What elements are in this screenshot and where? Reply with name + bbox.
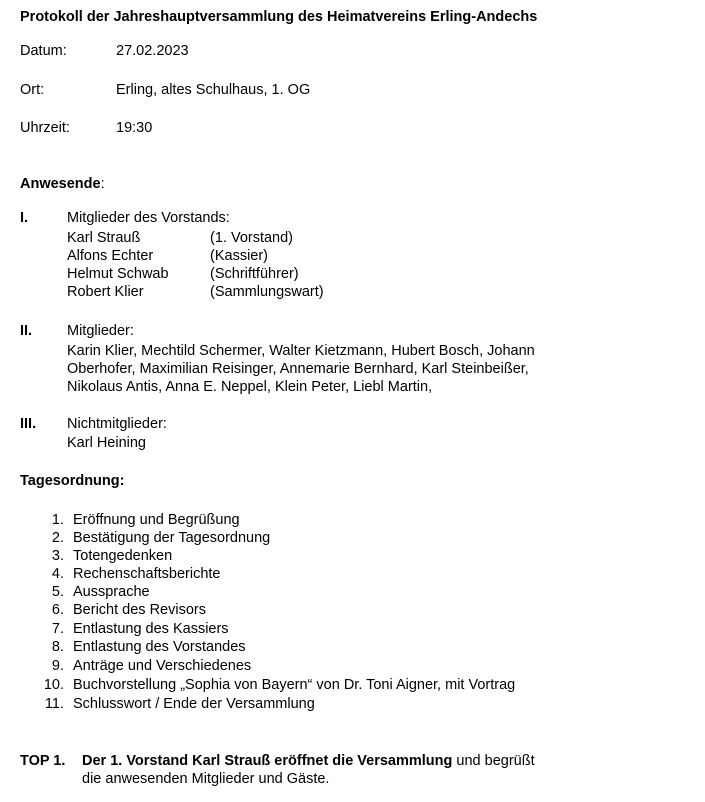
agenda-item-text: Rechenschaftsberichte [73,566,221,582]
board-member-name: Karl Strauß [67,230,141,246]
members-section-title: Mitglieder: [67,323,134,339]
agenda-item-number: 3. [51,548,64,564]
agenda-item-number: 1. [51,512,64,528]
time-label: Uhrzeit: [20,120,70,136]
top1-label: TOP 1. [20,753,66,769]
members-line: Oberhofer, Maximilian Reisinger, Annemarie Bernhard, Karl Steinbeißer, [67,361,529,377]
agenda-item-text: Anträge und Verschiedenes [73,658,252,674]
agenda-item-number: 5. [51,584,64,600]
agenda-item-text: Aussprache [73,584,150,600]
agenda-item-number: 8. [51,639,64,655]
agenda-item-text: Entlastung des Kassiers [73,621,229,637]
non-members-section-title: Nichtmitglieder: [67,416,167,432]
date-label: Datum: [20,43,67,59]
location-label: Ort: [20,82,45,98]
document-title: Protokoll der Jahreshauptversammlung des Heimatvereins Erling-Andechs [20,9,538,25]
location-value: Erling, altes Schulhaus, 1. OG [116,82,311,98]
agenda-item-text: Buchvorstellung „Sophia von Bayern“ von Dr. Toni Aigner, mit Vortrag [73,677,516,693]
section-numeral-1: I. [20,210,29,226]
agenda-item-number: 11. [44,696,64,712]
agenda-item-text: Eröffnung und Begrüßung [73,512,240,528]
agenda-item-number: 10. [43,677,64,693]
agenda-item-number: 9. [51,658,64,674]
non-member-name: Karl Heining [67,435,146,451]
board-member-role: (Sammlungswart) [210,284,324,300]
top1-second-line: die anwesenden Mitglieder und Gäste. [82,771,330,787]
attendees-heading: Anwesende: [20,176,105,192]
agenda-item-number: 7. [51,621,64,637]
board-member-role: (Kassier) [210,248,269,264]
members-line: Nikolaus Antis, Anna E. Neppel, Klein Peter, Liebl Martin, [67,379,433,395]
time-value: 19:30 [116,120,153,136]
board-member-name: Robert Klier [67,284,144,300]
board-member-role: (Schriftführer) [210,266,299,282]
board-member-name: Helmut Schwab [67,266,169,282]
agenda-item-number: 2. [51,530,64,546]
date-value: 27.02.2023 [116,43,189,59]
agenda-item-text: Schlusswort / Ende der Versammlung [73,696,315,712]
board-section-title: Mitglieder des Vorstands: [67,210,230,226]
top1-first-line: Der 1. Vorstand Karl Strauß eröffnet die Versammlung und begrüßt [82,753,535,769]
members-line: Karin Klier, Mechtild Schermer, Walter Kietzmann, Hubert Bosch, Johann [67,343,535,359]
board-member-name: Alfons Echter [67,248,154,264]
agenda-heading: Tagesordnung: [20,473,125,489]
agenda-item-number: 6. [51,602,64,618]
agenda-item-number: 4. [51,566,64,582]
board-member-role: (1. Vorstand) [210,230,294,246]
section-numeral-3: III. [20,416,37,432]
agenda-item-text: Bestätigung der Tagesordnung [73,530,271,546]
agenda-item-text: Entlastung des Vorstandes [73,639,246,655]
agenda-item-text: Totengedenken [73,548,173,564]
agenda-item-text: Bericht des Revisors [73,602,206,618]
section-numeral-2: II. [20,323,33,339]
